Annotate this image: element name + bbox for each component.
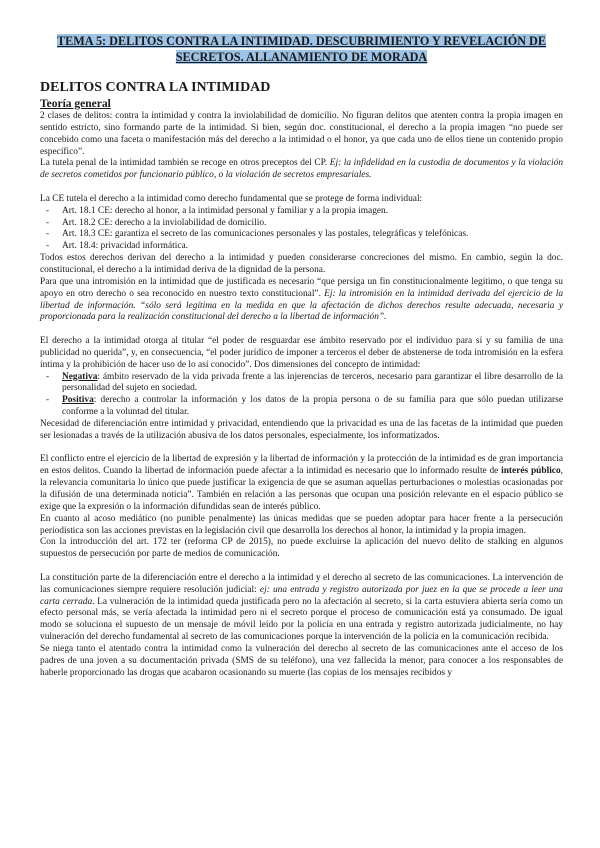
paragraph-11: La constitución parte de la diferenciación entre el derecho a la intimidad y el derecho al secreto de las comunicaciones. La intervención de las comunicaciones siempre requiere resolución judicial: ej: una entrada y registro autorizada por juez en la que se procede a leer una carta cerrada. La vulneración de la intimidad queda justificada pero no la afectación al secreto, si la carta estuviera abierta sería como un efecto personal más, se vería afectada la intimidad pero ni el secreto porque el proceso de comunicación está ya consumado. De igual modo se soluciona el supuesto de un mensaje de móvil leído por la policía en una entrada y registro autorizada judicialmente, no hay vulneración del derecho fundamental al secreto de las comunicaciones porque la intervención de la policía en la comunicación recibida.: [40, 572, 563, 643]
paragraph-6: El derecho a la intimidad otorga al titular “el poder de resguardar ese ámbito reservado por el individuo para sí y su familia de una publicidad no querida”, y, en consecuencia, “el poder jurídico de imponer a terceros el deber de abstenerse de toda intromisión en la esfera íntima y la prohibición de hacer uso de lo así conocido”. Dos dimensiones del concepto de intimidad:: [40, 336, 563, 370]
paragraph-3: La CE tutela el derecho a la intimidad como derecho fundamental que se protege de forma individual:: [40, 193, 423, 204]
list-item: - Art. 18.3 CE: garantiza el secreto de las comunicaciones personales y las postales, telegráficas y telefónicas.: [46, 229, 469, 240]
list-item: - Positiva: derecho a controlar la información y los datos de la propia persona o de su familia para que sólo puedan utilizarse conforme a la voluntad del titular.: [46, 395, 563, 418]
paragraph-12: Se niega tanto el atentado contra la intimidad como la vulneración del derecho al secreto de las comunicaciones ante el acceso de los padres de una joven a su documentación privada (SMS de su teléfono), una vez fallecida la menor, para conocer a los responsables de haberle proporcionado las drogas que acabaron ocasionando su muerte (las copias de los mensajes recibidos y: [40, 643, 563, 678]
paragraph-5-example: Ej: la intromisión en la intimidad derivada del ejercicio de la libertad de información. “sólo será legítima en la medida en que la afectación de dichos derechos resulte adecuada, necesaria y proporcionada para la realización constitucional del derecho a la libertad de información”.: [40, 288, 564, 323]
paragraph-8: El conflicto entre el ejercicio de la libertad de expresión y la libertad de información y la protección de la intimidad es de gran importancia en estos delitos. Cuando la libertad de información puede afectar a la intimidad es necesario que lo informado resulte de interés público, la relevancia comunitaria lo único que puede justificar la exigencia de que se asuman aquellas perturbaciones o molestias ocasionadas por la difusión de una determinada noticia”. También en relación a las personas que ocupan una posición relevante en el espacio público se exige que la expresión o la información difundidas sean de interés público.: [40, 454, 563, 512]
paragraph-10: Con la introducción del art. 172 ter (reforma CP de 2015), no puede excluirse la aplicación del nuevo delito de stalking en algunos supuestos de persecución por parte de medios de comunicación.: [40, 537, 563, 560]
paragraph-2: [40, 158, 563, 182]
paragraph-1: 2 clases de delitos: contra la intimidad y contra la inviolabilidad de domicilio. No figuran delitos que atenten contra la propia imagen en sentido estricto, sino formando parte de la intimidad. Si bien, según doc. constitucional, el derecho a la propia imagen “no puede ser concebido como una faceta o manifestación más del derecho a la intimidad o el honor, ya que cada uno de ellos tiene un contenido propio específico”.: [40, 111, 563, 157]
list-item: - Art. 18.2 CE: derecho a la inviolabilidad de domicilio.: [46, 217, 267, 228]
paragraph-11-example: ej: una entrada y registro autorizada por juez en la que se procede a leer una carta cerrada: [40, 584, 563, 607]
paragraph-7: Necesidad de diferenciación entre intimidad y privacidad, entendiendo que la privacidad es una de las facetas de la intimidad que pueden ser lesionadas a través de la utilización abusiva de los datos personales, especialmente, los informatizados.: [40, 418, 563, 441]
subsection-heading: Teoría general: [40, 98, 111, 110]
list-item: - Art. 18.1 CE: derecho al honor, a la intimidad personal y familiar y a la propia imagen.: [46, 205, 389, 216]
list-item: - Negativa: ámbito reservado de la vida privada frente a las injerencias de terceros, necesario para garantizar el libre desarrollo de la personalidad del sujeto en sociedad.: [46, 371, 563, 394]
constitution-articles-list: [40, 206, 563, 253]
spacer: [40, 561, 563, 573]
intimacy-dimensions-list: [40, 372, 563, 419]
document-title: [40, 34, 563, 65]
spacer: [40, 324, 563, 336]
document-page: [40, 34, 563, 680]
list-item: - Art. 18.4: privacidad informática.: [46, 241, 188, 252]
paragraph-5: [40, 277, 563, 324]
title-line-1: TEMA 5: DELITOS CONTRA LA INTIMIDAD. DESCUBRIMIENTO Y REVELACIÓN DE: [57, 34, 546, 48]
title-line-2: SECRETOS. ALLANAMIENTO DE MORADA: [175, 49, 428, 64]
spacer: [40, 443, 563, 455]
paragraph-2-example: Ej: la infidelidad en la custodia de documentos y la violación de secretos cometidos por funcionario público, o la violación de secretos empresariales.: [40, 158, 564, 181]
paragraph-4: Todos estos derechos derivan del derecho a la intimidad y pueden considerarse concreciones del mismo. En cambio, según la doc. constitucional, el derecho a la intimidad deriva de la dignidad de la persona.: [40, 253, 563, 275]
spacer: [40, 182, 563, 194]
paragraph-5-text: Para que una intromisión en la intimidad que de justificada es necesario “que persiga un fin constitucionalmente legítimo, o que tenga su apoyo en otro derecho o sea reconocido en nuestro texto constitucional”.: [40, 276, 563, 299]
public-interest-term: interés público: [501, 466, 561, 477]
section-heading: DELITOS CONTRA LA INTIMIDAD: [40, 80, 271, 95]
paragraph-2-text: La tutela penal de la intimidad también se recoge en otros preceptos del CP.: [40, 158, 330, 169]
paragraph-9: En cuanto al acoso mediático (no punible penalmente) las únicas medidas que se pueden adoptar para hacer frente a la persecución periodística son las acciones previstas en la legislación civil que desarrolla los derechos al honor, la intimidad y la propia imagen.: [40, 513, 563, 536]
